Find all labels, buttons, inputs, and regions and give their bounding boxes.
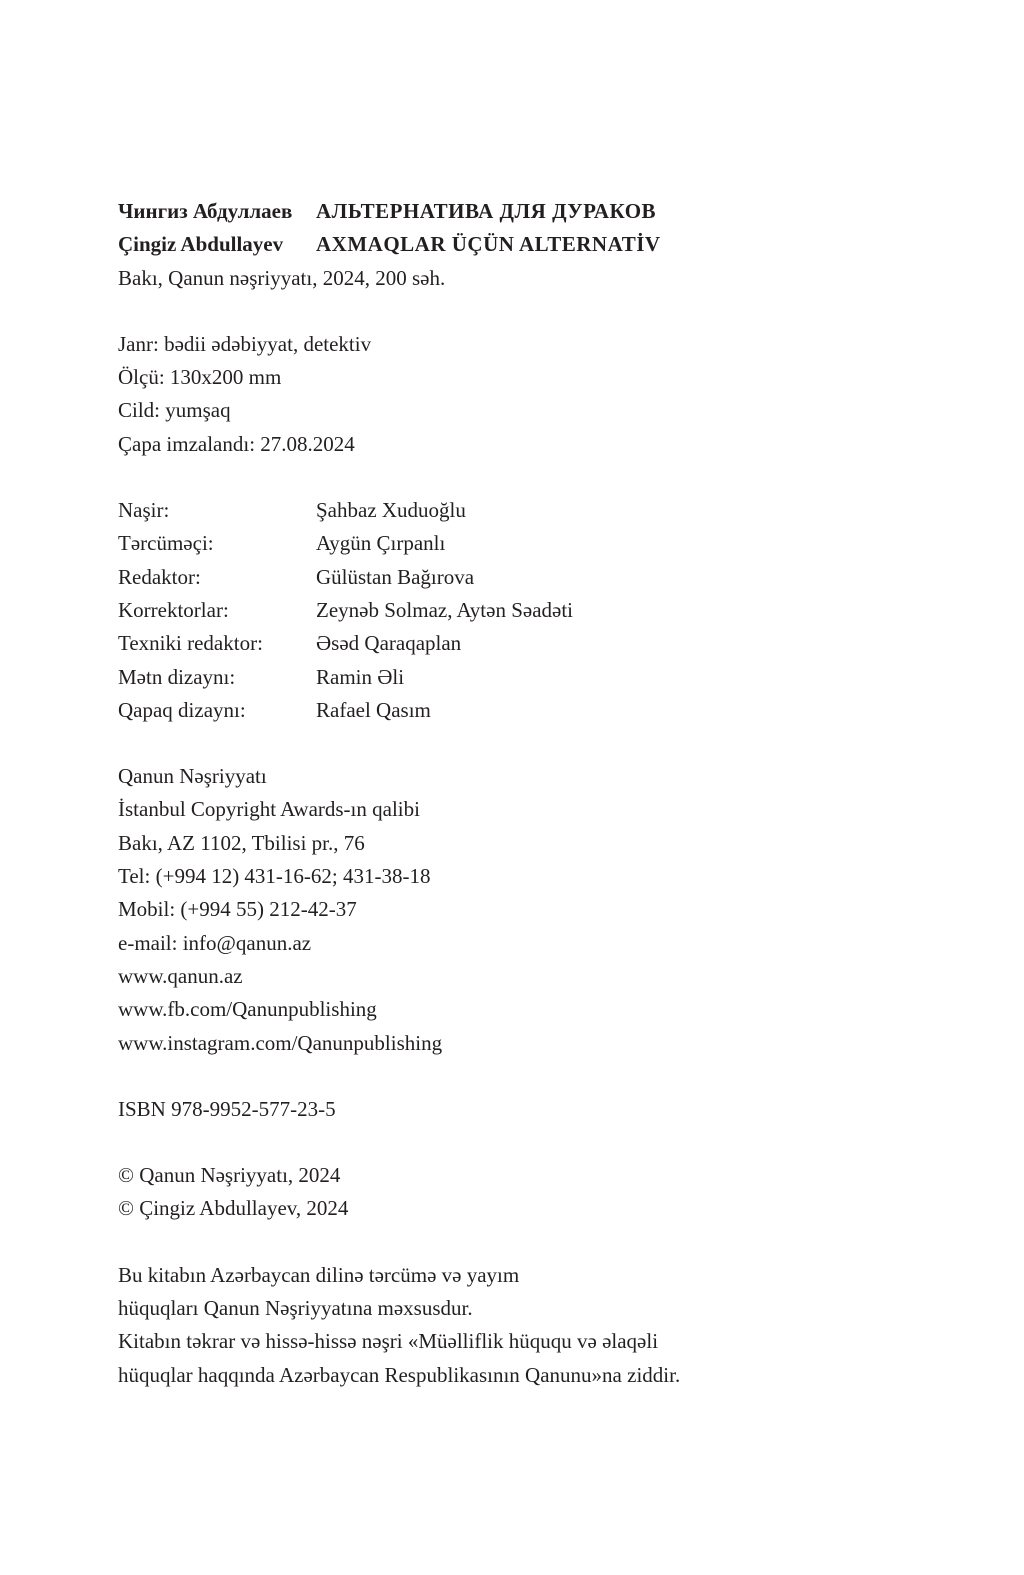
publisher-facebook: www.fb.com/Qanunpublishing [118, 997, 377, 1022]
credit-row [118, 627, 918, 660]
publisher-address: Bakı, AZ 1102, Tbilisi pr., 76 [118, 830, 365, 855]
copyright-publisher: © Qanun Nəşriyyatı, 2024 [118, 1163, 341, 1188]
spacer [118, 1126, 918, 1159]
spec-print-date: Çapa imzalandı: 27.08.2024 [118, 431, 355, 456]
ru-book-title: АЛЬТЕРНАТИВА ДЛЯ ДУРАКОВ [316, 199, 657, 223]
publisher-award: İstanbul Copyright Awards-ın qalibi [118, 797, 420, 822]
credit-row [118, 527, 918, 560]
publisher-mobile: Mobil: (+994 55) 212-42-37 [118, 897, 357, 922]
credit-row [118, 561, 918, 594]
credit-label: Qapaq dizaynı: [118, 697, 246, 722]
credit-row [118, 661, 918, 694]
rights-line: hüquqlar haqqında Azərbaycan Respublikasının Qanunu»na ziddir. [118, 1362, 681, 1387]
credit-row [118, 494, 918, 527]
credit-value: Şahbaz Xuduoğlu [316, 498, 466, 523]
credit-label: Tərcüməçi: [118, 531, 214, 556]
publisher-name: Qanun Nəşriyyatı [118, 764, 267, 789]
credit-label: Korrektorlar: [118, 597, 229, 622]
spec-size: Ölçü: 130x200 mm [118, 365, 282, 390]
credit-value: Aygün Çırpanlı [316, 531, 446, 556]
isbn: ISBN 978-9952-577-23-5 [118, 1096, 336, 1121]
spacer [118, 1060, 918, 1093]
spacer [118, 295, 918, 328]
credit-row [118, 594, 918, 627]
ru-author: Чингиз Абдуллаев [118, 199, 293, 223]
publisher-phone: Tel: (+994 12) 431-16-62; 431-38-18 [118, 864, 431, 889]
az-author: Çingiz Abdullayev [118, 232, 284, 257]
publisher-website: www.qanun.az [118, 963, 243, 988]
rights-line: hüquqları Qanun Nəşriyyatına məxsusdur. [118, 1296, 473, 1321]
spec-genre: Janr: bədii ədəbiyyat, detektiv [118, 331, 372, 356]
spec-binding: Cild: yumşaq [118, 398, 231, 423]
ru-title-line [118, 195, 918, 228]
spacer [118, 727, 918, 760]
copyright-author: © Çingiz Abdullayev, 2024 [118, 1196, 349, 1221]
imprint-line: Bakı, Qanun nəşriyyatı, 2024, 200 səh. [118, 265, 446, 290]
spacer [118, 461, 918, 494]
publisher-email: e-mail: info@qanun.az [118, 930, 312, 955]
credit-value: Ramin Əli [316, 664, 405, 689]
publisher-instagram: www.instagram.com/Qanunpublishing [118, 1030, 443, 1055]
credit-value: Rafael Qasım [316, 697, 431, 722]
rights-line: Bu kitabın Azərbaycan dilinə tərcümə və yayım [118, 1262, 520, 1287]
credit-value: Gülüstan Bağırova [316, 564, 475, 589]
credit-value: Zeynəb Solmaz, Aytən Səadəti [316, 597, 574, 622]
credit-label: Texniki redaktor: [118, 631, 263, 656]
credit-row [118, 694, 918, 727]
credit-value: Əsəd Qaraqaplan [316, 631, 462, 656]
credit-label: Naşir: [118, 498, 170, 523]
spacer [118, 1226, 918, 1259]
az-title-line [118, 228, 918, 261]
rights-line: Kitabın təkrar və hissə-hissə nəşri «Müəlliflik hüququ və əlaqəli [118, 1329, 659, 1354]
credit-label: Mətn dizaynı: [118, 664, 236, 689]
credit-label: Redaktor: [118, 564, 201, 589]
imprint-page [118, 195, 918, 1392]
az-book-title: AXMAQLAR ÜÇÜN ALTERNATİV [316, 232, 661, 257]
